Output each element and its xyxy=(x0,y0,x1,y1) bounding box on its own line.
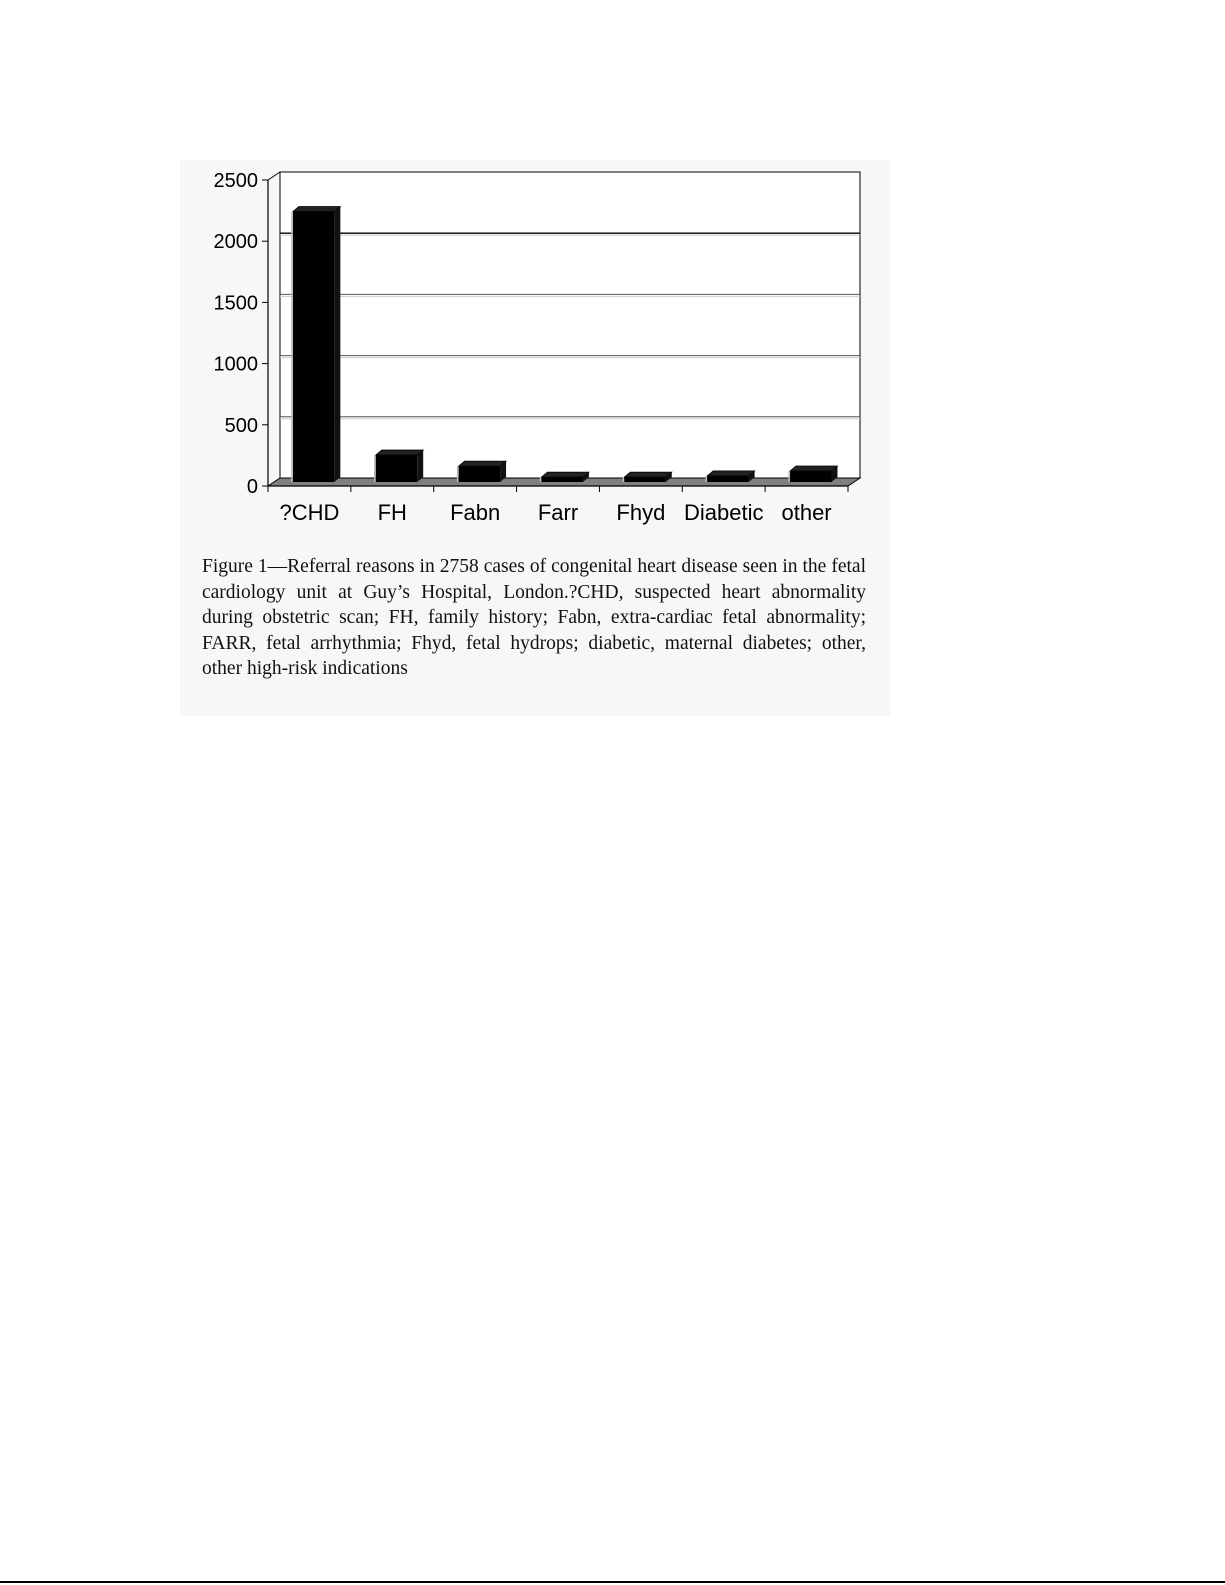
figure-caption: Figure 1—Referral reasons in 2758 cases of congenital heart disease seen in the fetal cardiology unit at Guy’s Hospital, London.?CHD, suspected heart abnormality during obstetric scan; FH, family history; Fabn, extra-cardiac fetal abnormality; FARR, fetal arrhythmia; Fhyd, fetal hydrops; diabetic, maternal diabetes; other, other high-risk indications xyxy=(202,556,866,679)
bar-top-face xyxy=(624,472,671,477)
bar-top-face xyxy=(707,471,754,476)
x-category-label: other xyxy=(781,500,832,525)
x-category-label: FH xyxy=(377,500,407,525)
bar-Farr xyxy=(540,472,588,482)
y-axis-top-edge xyxy=(268,172,280,180)
y-tick-label: 1500 xyxy=(213,292,258,315)
y-tick-label: 500 xyxy=(224,414,258,437)
y-tick-label: 2000 xyxy=(213,231,258,254)
bar-top-face xyxy=(459,461,506,466)
bar-FH xyxy=(375,450,423,482)
bar-?CHD xyxy=(292,206,340,482)
bar-front-face xyxy=(541,477,582,482)
y-tick-label: 2500 xyxy=(213,170,258,192)
bar-front-face xyxy=(624,477,665,482)
y-tick-label: 1000 xyxy=(213,353,258,376)
bar-top-face xyxy=(293,206,340,211)
bar-front-face xyxy=(459,466,500,482)
page-bottom-rule xyxy=(0,1581,1225,1583)
bar-Fhyd xyxy=(623,472,671,482)
figure-panel xyxy=(180,160,890,716)
bar-top-face xyxy=(376,450,423,455)
x-category-label: Fabn xyxy=(450,500,501,525)
bar-front-face xyxy=(707,476,748,482)
plot-back-wall xyxy=(280,172,860,478)
x-category-label: Farr xyxy=(537,500,579,525)
x-category-label: Fhyd xyxy=(616,500,666,525)
bar-side-face xyxy=(334,206,340,482)
x-category-label: Diabetic xyxy=(683,500,764,525)
bar-side-face xyxy=(417,450,423,482)
bar-top-face xyxy=(541,472,588,477)
grid-layer xyxy=(268,172,860,486)
bar-front-face xyxy=(790,471,831,482)
y-tick-label: 0 xyxy=(246,476,258,498)
bar-Diabetic xyxy=(706,471,754,482)
bar-front-face xyxy=(376,455,417,482)
bar-Fabn xyxy=(458,461,506,482)
x-category-label: ?CHD xyxy=(279,500,340,525)
bar-other xyxy=(789,466,837,482)
bar-top-face xyxy=(790,466,837,471)
bar-chart xyxy=(180,160,890,540)
bar-front-face xyxy=(293,211,334,482)
